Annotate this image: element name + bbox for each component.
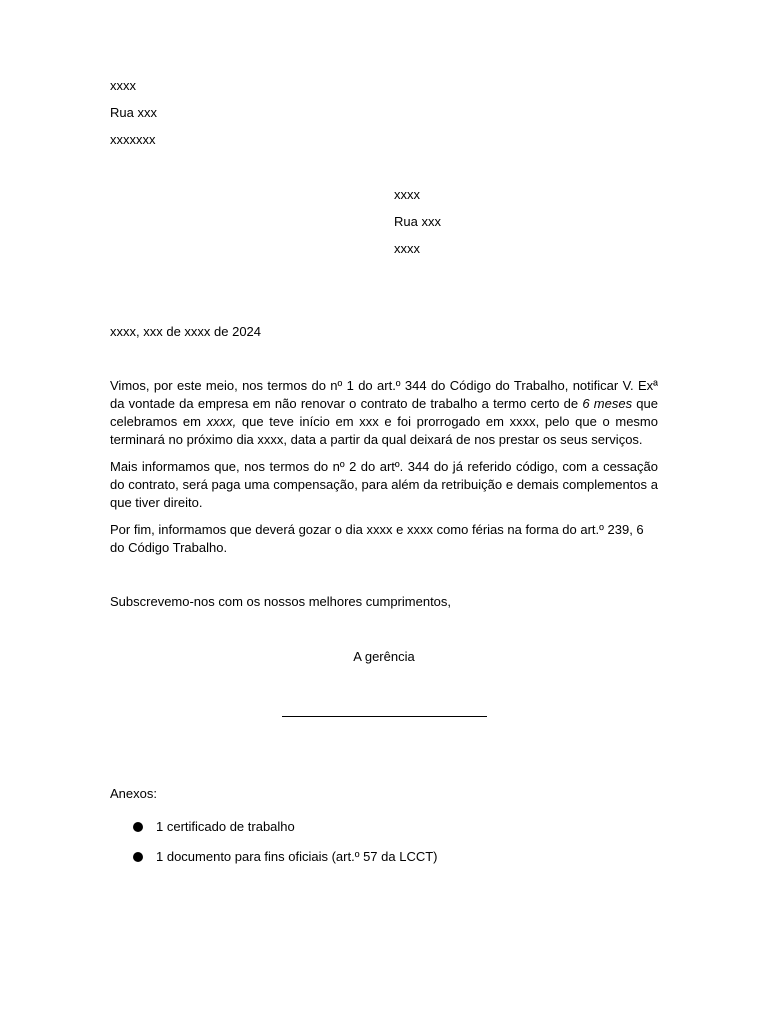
letter-body bbox=[110, 377, 658, 566]
annexes-list bbox=[133, 818, 438, 878]
annexes-label: Anexos: bbox=[110, 786, 157, 801]
annex-item-label: 1 certificado de trabalho bbox=[156, 819, 295, 834]
paragraph-1-emphasis-duration: 6 meses bbox=[582, 396, 633, 411]
paragraph-1-part-b: que celebramos em bbox=[110, 396, 658, 429]
sender-street: Rua xxx bbox=[110, 105, 157, 120]
paragraph-2: Mais informamos que, nos termos do nº 2 do artº. 344 do já referido código, com a cessação do contrato, será paga uma compensação, para além da retribuição e demais complementos a que tiver direito. bbox=[110, 459, 658, 510]
paragraph-1-part-c: que teve início em xxx e foi prorrogado em xxxx, pelo que o mesmo terminará no próximo dia xxxx, data a partir da qual deixará de nos prestar os seus serviços. bbox=[110, 414, 658, 447]
paragraph-3: Por fim, informamos que deverá gozar o dia xxxx e xxxx como férias na forma do art.º 239, 6 do Código Trabalho. bbox=[110, 522, 644, 555]
paragraph-1-part-a: Vimos, por este meio, nos termos do nº 1 do art.º 344 do Código do Trabalho, notificar V. Exª da vontade da empresa em não renovar o contrato de trabalho a termo certo de bbox=[110, 378, 658, 411]
sender-address bbox=[110, 77, 157, 158]
bullet-icon bbox=[133, 822, 143, 832]
date-line: xxxx, xxx de xxxx de 2024 bbox=[110, 324, 262, 339]
annex-item-label: 1 documento para fins oficiais (art.º 57 da LCCT) bbox=[156, 849, 438, 864]
recipient-name: xxxx bbox=[394, 187, 420, 202]
signature-line bbox=[282, 706, 487, 717]
recipient-address bbox=[394, 186, 441, 267]
recipient-city: xxxx bbox=[394, 241, 420, 256]
paragraph-1-emphasis-date: xxxx, bbox=[206, 414, 237, 429]
list-item bbox=[133, 848, 438, 878]
bullet-icon bbox=[133, 852, 143, 862]
paragraph-1 bbox=[110, 377, 658, 449]
list-item bbox=[133, 818, 438, 848]
signer-name: A gerência bbox=[353, 649, 415, 664]
sender-city: xxxxxxx bbox=[110, 132, 156, 147]
sender-name: xxxx bbox=[110, 78, 136, 93]
closing-line: Subscrevemo-nos com os nossos melhores cumprimentos, bbox=[110, 594, 452, 609]
recipient-street: Rua xxx bbox=[394, 214, 441, 229]
